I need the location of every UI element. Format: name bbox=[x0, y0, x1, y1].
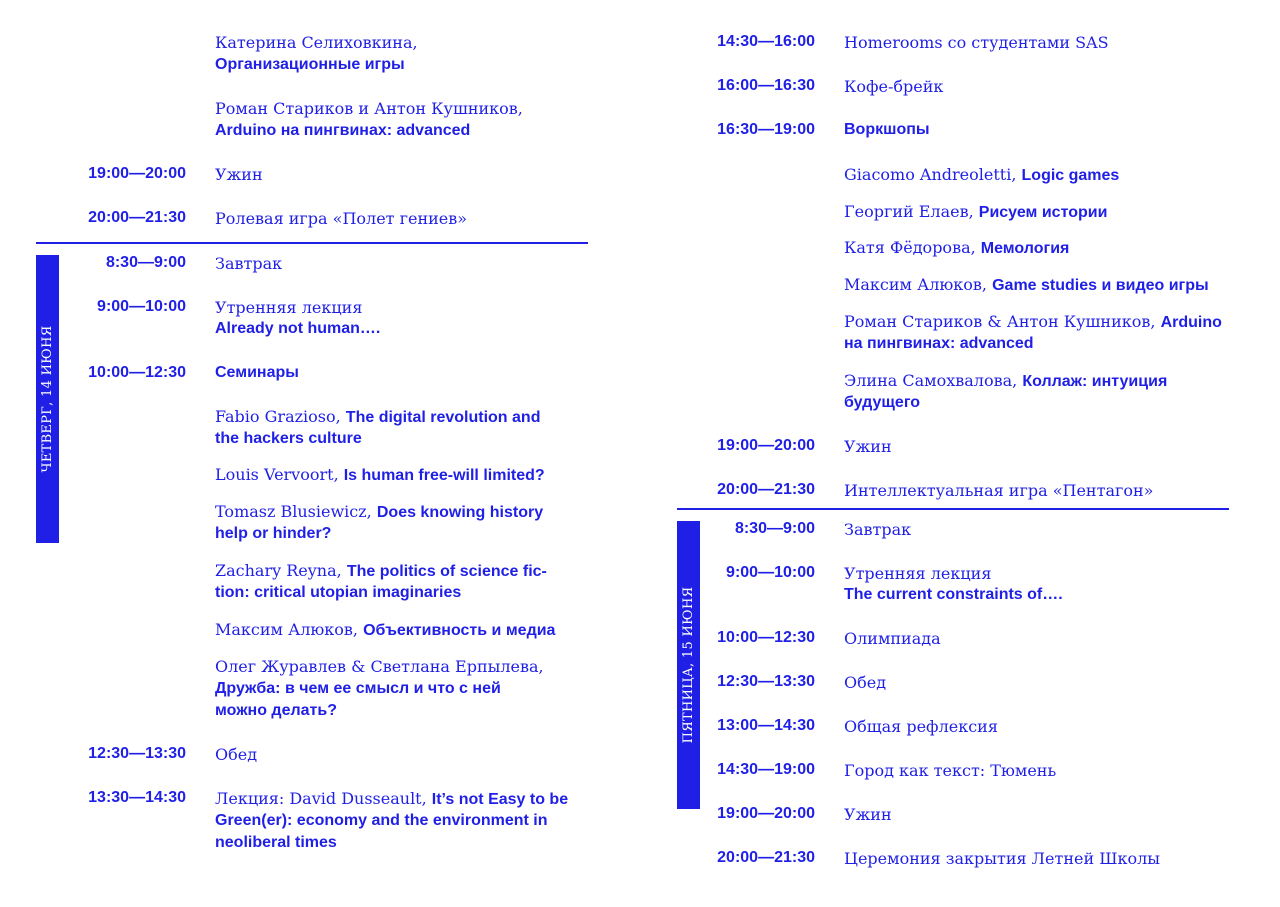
schedule-time: 13:30—14:30 bbox=[88, 789, 186, 806]
seminar-title: можно делать? bbox=[215, 702, 337, 719]
workshop-title: Организационные игры bbox=[215, 56, 405, 73]
workshop-title: Logic games bbox=[1021, 167, 1120, 184]
day-divider bbox=[677, 508, 1229, 510]
schedule-time: 20:00—21:30 bbox=[717, 481, 815, 498]
schedule-item bbox=[215, 788, 568, 811]
seminar-title: Does knowing history bbox=[376, 504, 544, 521]
schedule-time: 10:00—12:30 bbox=[88, 364, 186, 381]
day-divider bbox=[36, 242, 588, 244]
workshop-speaker: Роман Стариков & Антон Кушников, bbox=[844, 312, 1161, 331]
talk-title: neoliberal times bbox=[215, 834, 337, 851]
schedule-item: Интеллектуальная игра «Пентагон» bbox=[844, 481, 1154, 500]
seminar-speaker: Tomasz Blusiewicz, bbox=[215, 502, 377, 521]
schedule-item: Homerooms со студентами SAS bbox=[844, 33, 1109, 52]
workshop-item bbox=[844, 201, 1107, 224]
workshop-speaker: Элина Самохвалова, bbox=[844, 371, 1023, 390]
seminar-item bbox=[215, 619, 555, 642]
schedule-item: Завтрак bbox=[844, 520, 912, 539]
seminar-speaker: Fabio Grazioso, bbox=[215, 407, 346, 426]
schedule-item: Ужин bbox=[844, 805, 892, 824]
schedule-item: Город как текст: Тюмень bbox=[844, 761, 1057, 780]
schedule-time: 19:00—20:00 bbox=[88, 165, 186, 182]
schedule-time: 12:30—13:30 bbox=[717, 673, 815, 690]
workshop-title: Arduino на пингвинах: advanced bbox=[215, 122, 471, 139]
schedule-time: 16:30—19:00 bbox=[717, 121, 815, 138]
workshop-item bbox=[844, 164, 1119, 187]
workshop-speaker: Георгий Елаев, bbox=[844, 202, 979, 221]
seminar-item bbox=[215, 560, 547, 583]
seminar-title: Дружба: в чем ее смысл и что с ней bbox=[215, 680, 501, 697]
seminar-speaker: Олег Журавлев & Светлана Ерпылева, bbox=[215, 657, 544, 676]
seminar-title: tion: critical utopian imaginaries bbox=[215, 584, 462, 601]
schedule-item: Ужин bbox=[215, 165, 263, 184]
workshop-title: Мемология bbox=[980, 240, 1070, 257]
schedule-time: 10:00—12:30 bbox=[717, 629, 815, 646]
schedule-item: Утренняя лекция bbox=[215, 298, 363, 317]
workshop-title: Game studies и видео игры bbox=[992, 277, 1209, 294]
schedule-item: Олимпиада bbox=[844, 629, 941, 648]
workshop-speaker: Максим Алюков, bbox=[844, 275, 993, 294]
schedule-time: 13:00—14:30 bbox=[717, 717, 815, 734]
workshop-title: Arduino bbox=[1160, 314, 1222, 331]
schedule-item: Семинары bbox=[215, 364, 299, 381]
workshop-item bbox=[844, 274, 1209, 297]
workshop-speaker: Роман Стариков и Антон Кушников, bbox=[215, 99, 523, 118]
seminar-title: The digital revolution and bbox=[345, 409, 541, 426]
lecture-title: Already not human…. bbox=[215, 320, 381, 337]
seminar-title: the hackers culture bbox=[215, 430, 362, 447]
seminar-speaker: Максим Алюков, bbox=[215, 620, 364, 639]
schedule-item: Обед bbox=[844, 673, 887, 692]
workshop-item bbox=[844, 370, 1167, 393]
schedule-time: 19:00—20:00 bbox=[717, 437, 815, 454]
workshop-item bbox=[844, 311, 1222, 334]
day-label-friday: ПЯТНИЦА, 15 ИЮНЯ bbox=[681, 586, 696, 744]
schedule-item: Общая рефлексия bbox=[844, 717, 998, 736]
schedule-item: Воркшопы bbox=[844, 121, 930, 138]
schedule-item: Кофе-брейк bbox=[844, 77, 944, 96]
schedule-time: 16:00—16:30 bbox=[717, 77, 815, 94]
schedule-item: Обед bbox=[215, 745, 258, 764]
schedule-time: 19:00—20:00 bbox=[717, 805, 815, 822]
schedule-time: 20:00—21:30 bbox=[717, 849, 815, 866]
workshop-speaker: Катя Фёдорова, bbox=[844, 238, 981, 257]
seminar-item bbox=[215, 464, 545, 487]
workshop-item bbox=[844, 237, 1069, 260]
schedule-time: 14:30—19:00 bbox=[717, 761, 815, 778]
schedule-time: 12:30—13:30 bbox=[88, 745, 186, 762]
workshop-speaker: Giacomo Andreoletti, bbox=[844, 165, 1022, 184]
talk-speaker: Лекция: David Dusseault, bbox=[215, 789, 432, 808]
seminar-speaker: Louis Vervoort, bbox=[215, 465, 344, 484]
seminar-item bbox=[215, 501, 543, 524]
workshop-title: на пингвинах: advanced bbox=[844, 335, 1034, 352]
workshop-title: Рисуем истории bbox=[978, 204, 1108, 221]
schedule-item: Ролевая игра «Полет гениев» bbox=[215, 209, 468, 228]
lecture-title: The current constraints of…. bbox=[844, 586, 1063, 603]
seminar-title: Is human free-will limited? bbox=[343, 467, 545, 484]
workshop-speaker: Катерина Селиховкина, bbox=[215, 33, 418, 52]
schedule-time: 8:30—9:00 bbox=[105, 254, 186, 271]
schedule-item: Завтрак bbox=[215, 254, 283, 273]
schedule-time: 20:00—21:30 bbox=[88, 209, 186, 226]
day-label-thursday: ЧЕТВЕРГ, 14 ИЮНЯ bbox=[40, 325, 55, 473]
workshop-title: будущего bbox=[844, 394, 921, 411]
schedule-time: 8:30—9:00 bbox=[734, 520, 815, 537]
talk-title: Green(er): economy and the environment in bbox=[215, 812, 548, 829]
talk-title: It’s not Easy to be bbox=[431, 791, 569, 808]
schedule-item: Ужин bbox=[844, 437, 892, 456]
schedule-time: 9:00—10:00 bbox=[726, 564, 815, 581]
seminar-title: The politics of science fic- bbox=[346, 563, 547, 580]
seminar-item bbox=[215, 406, 540, 429]
workshop-title: Коллаж: интуиция bbox=[1022, 373, 1168, 390]
schedule-item: Утренняя лекция bbox=[844, 564, 992, 583]
schedule-item: Церемония закрытия Летней Школы bbox=[844, 849, 1160, 868]
schedule-time: 9:00—10:00 bbox=[97, 298, 186, 315]
seminar-title: Объективность и медиа bbox=[363, 622, 556, 639]
schedule-time: 14:30—16:00 bbox=[717, 33, 815, 50]
seminar-title: help or hinder? bbox=[215, 525, 332, 542]
seminar-speaker: Zachary Reyna, bbox=[215, 561, 347, 580]
